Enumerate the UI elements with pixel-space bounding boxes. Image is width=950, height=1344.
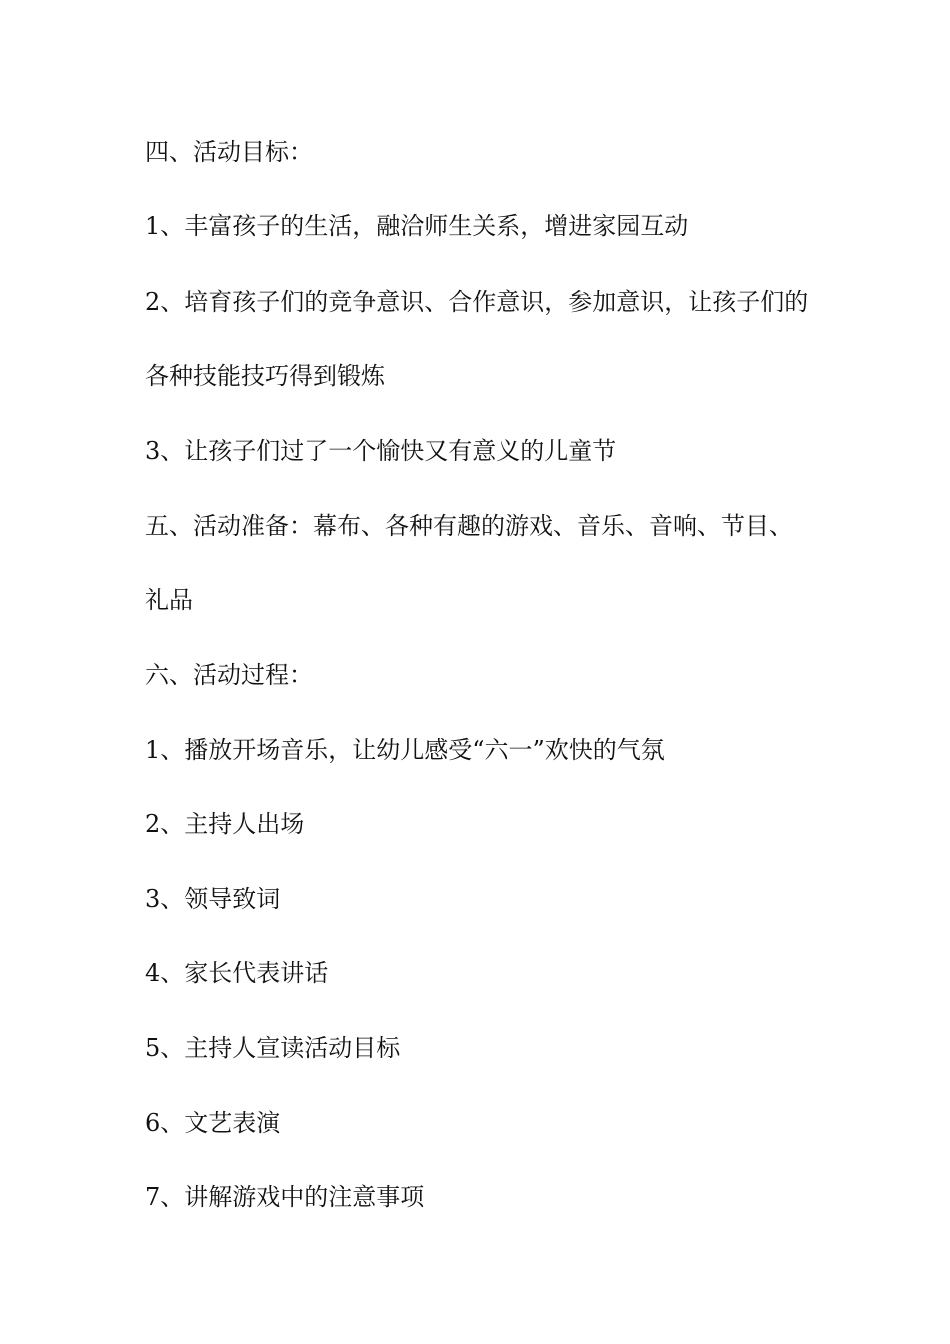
paragraph-line: 2、培育孩子们的竞争意识、合作意识，参加意识，让孩子们的	[145, 288, 809, 316]
paragraph-line: 6、文艺表演	[145, 1109, 281, 1137]
section-heading-process: 六、活动过程：	[145, 661, 313, 689]
paragraph-line: 3、让孩子们过了一个愉快又有意义的儿童节	[145, 437, 617, 465]
paragraph-line: 2、主持人出场	[145, 810, 305, 838]
paragraph-line: 1、丰富孩子的生活，融洽师生关系，增进家园互动	[145, 212, 689, 240]
paragraph-line: 7、讲解游戏中的注意事项	[145, 1183, 425, 1211]
paragraph-line: 1、播放开场音乐，让幼儿感受“六一”欢快的气氛	[145, 736, 665, 764]
paragraph-line: 5、主持人宣读活动目标	[145, 1034, 401, 1062]
paragraph-line: 各种技能技巧得到锻炼	[145, 362, 385, 390]
paragraph-line: 3、领导致词	[145, 885, 281, 913]
section-heading-preparation: 五、活动准备：幕布、各种有趣的游戏、音乐、音响、节目、	[145, 512, 793, 540]
paragraph-line: 4、家长代表讲话	[145, 959, 329, 987]
paragraph-line: 礼品	[145, 586, 193, 614]
section-heading-goals: 四、活动目标：	[145, 138, 313, 166]
